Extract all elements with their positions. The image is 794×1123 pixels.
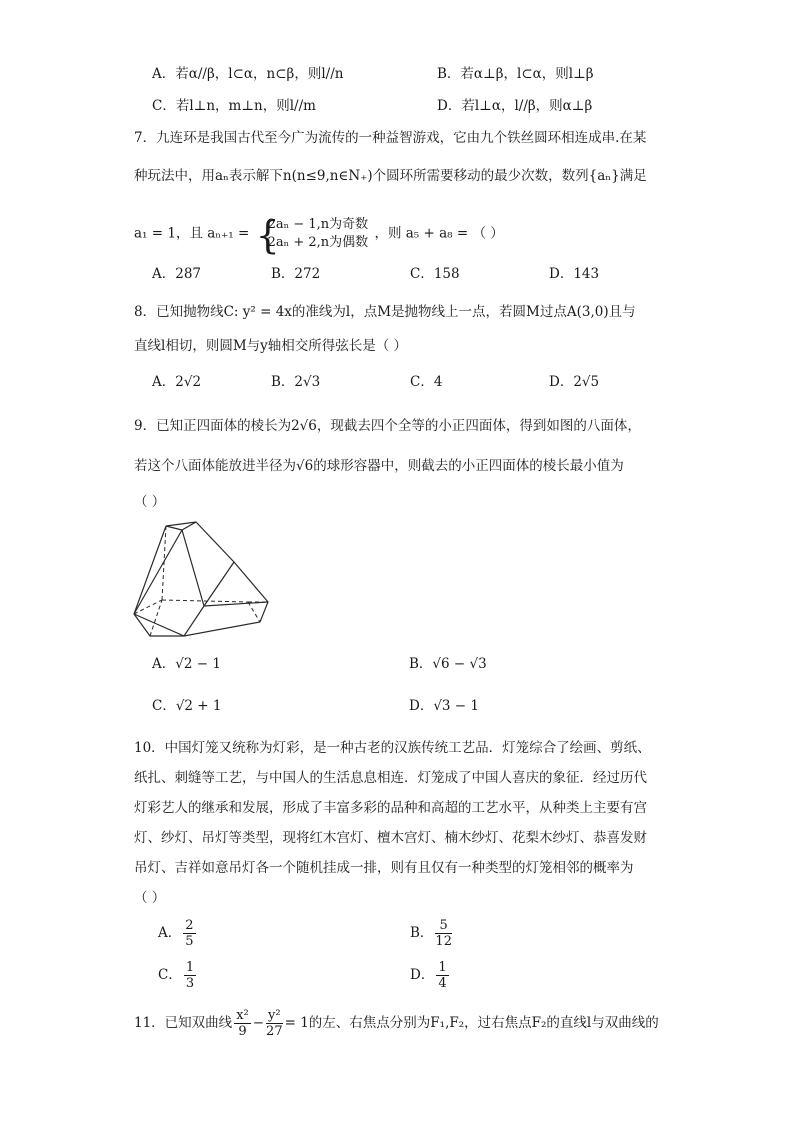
q7-line-3-prefix: a₁ = 1，且 aₙ₊₁ = [134, 225, 250, 242]
numerator: 2 [185, 918, 194, 933]
q10-option-b [410, 918, 454, 949]
numerator: 5 [435, 918, 452, 934]
q9-hidden-edge [162, 600, 248, 602]
q9-edge [184, 606, 204, 636]
q9-edge [166, 526, 182, 530]
q9-option-c: C．√2 + 1 [152, 698, 222, 714]
q10-option-a [158, 918, 198, 949]
q8-line-1: 8．已知抛物线C: y² = 4x的准线为l，点M是抛物线上一点，若圆M过点A(3,0)且与 [134, 304, 636, 320]
q6-option-b: B．若α⊥β，l⊂α，则l⊥β [437, 66, 594, 82]
q11-minus: − [252, 1015, 265, 1031]
q11-line-1 [134, 1008, 659, 1039]
q8-line-2: 直线l相切，则圆M与y轴相交所得弦长是（ ） [134, 338, 408, 354]
q7-line-1: 7．九连环是我国古代至今广为流传的一种益智游戏，它由九个铁丝圆环相连成串.在某 [134, 130, 647, 146]
q10-line-1: 10．中国灯笼又统称为灯彩，是一种古老的汉族传统工艺品．灯笼综合了绘画、剪纸、 [134, 740, 651, 756]
q10-option-d [410, 960, 451, 991]
q10-option-b-fraction [435, 918, 452, 949]
q10-option-d-label: D． [410, 967, 435, 983]
q9-option-b: B．√6 − √3 [409, 656, 487, 672]
q9-option-d: D．√3 − 1 [409, 698, 479, 714]
q10-line-5: 吊灯、吉祥如意吊灯各一个随机挂成一排，则有且仅有一种类型的灯笼相邻的概率为 [134, 860, 634, 876]
q9-line-1: 9．已知正四面体的棱长为2√6，现截去四个全等的小正四面体，得到如图的八面体， [134, 418, 641, 434]
q7-option-a: A．287 [152, 266, 202, 282]
numerator: y² [268, 1008, 281, 1023]
q9-edge [204, 602, 268, 606]
q10-option-d-fraction [436, 960, 448, 991]
q9-edge [134, 530, 182, 614]
q8-option-a: A．2√2 [152, 374, 202, 390]
q10-line-6: （ ） [134, 890, 166, 906]
denominator: 12 [435, 934, 452, 949]
q9-line-3: （ ） [134, 494, 166, 510]
q7-brace: { [255, 213, 280, 257]
q10-option-c [158, 960, 198, 991]
q10-option-a-label: A． [158, 925, 182, 941]
numerator: x² [236, 1008, 249, 1023]
q7-option-c: C．158 [410, 266, 460, 282]
q7-line-3 [134, 213, 504, 257]
numerator: 1 [185, 960, 195, 975]
q9-line-2: 若这个八面体能放进半径为√6的球形容器中，则截去的小正四面体的棱长最小值为 [134, 458, 624, 474]
q11-fraction-y [266, 1008, 283, 1039]
q6-option-a: A．若α//β，l⊂α，n⊂β，则l//n [152, 66, 344, 82]
denominator: 9 [238, 1024, 247, 1039]
q11-fraction-x [234, 1008, 251, 1039]
q11-prefix: 11．已知双曲线 [134, 1015, 233, 1031]
q8-option-c: C．4 [410, 374, 443, 390]
denominator: 27 [266, 1024, 283, 1039]
q9-hidden-edge [150, 600, 162, 636]
denominator: 5 [185, 934, 194, 949]
q7-option-d: D．143 [549, 266, 600, 282]
q10-line-4: 灯、纱灯、吊灯等类型，现将红木宫灯、檀木宫灯、楠木纱灯、花梨木纱灯、恭喜发财 [134, 830, 647, 846]
q8-option-d: D．2√5 [549, 374, 600, 390]
numerator: 1 [438, 960, 447, 975]
q10-line-2: 纸扎、刺缝等工艺，与中国人的生活息息相连．灯笼成了中国人喜庆的象征．经过历代 [134, 770, 647, 786]
q9-hidden-edge [248, 602, 260, 622]
denominator: 4 [438, 976, 447, 991]
q7-line-2: 种玩法中，用aₙ表示解下n(n≤9,n∈N₊)个圆环所需要移动的最少次数，数列{aₙ}满足 [134, 168, 647, 184]
q10-option-a-fraction [183, 918, 195, 949]
q9-option-a: A．√2 − 1 [152, 656, 221, 672]
q10-option-c-fraction [184, 960, 196, 991]
q9-edge [204, 562, 234, 606]
denominator: 3 [185, 976, 195, 991]
q10-option-b-label: B． [410, 925, 434, 941]
q10-option-c-label: C． [158, 967, 182, 983]
q11-suffix: = 1的左、右焦点分别为F₁,F₂，过右焦点F₂的直线l与双曲线的 [284, 1015, 659, 1031]
q7-case-1: 2aₙ − 1,n为奇数 [267, 217, 369, 232]
q7-option-b: B．272 [271, 266, 321, 282]
q6-option-d: D．若l⊥α，l//β，则α⊥β [437, 98, 593, 114]
q8-option-b: B．2√3 [271, 374, 321, 390]
q10-line-3: 灯彩艺人的继承和发展，形成了丰富多彩的品种和高超的工艺水平，从种类上主要有宫 [134, 800, 647, 816]
q7-case-2: 2aₙ + 2,n为偶数 [267, 235, 369, 250]
q7-line-3-suffix: ，则 a₅ + a₈ = （ ） [374, 225, 504, 242]
q7-piecewise [255, 213, 369, 257]
q9-octahedron-figure [128, 518, 274, 642]
q6-option-c: C．若l⊥n，m⊥n，则l//m [152, 98, 316, 114]
q9-edge [182, 530, 204, 606]
